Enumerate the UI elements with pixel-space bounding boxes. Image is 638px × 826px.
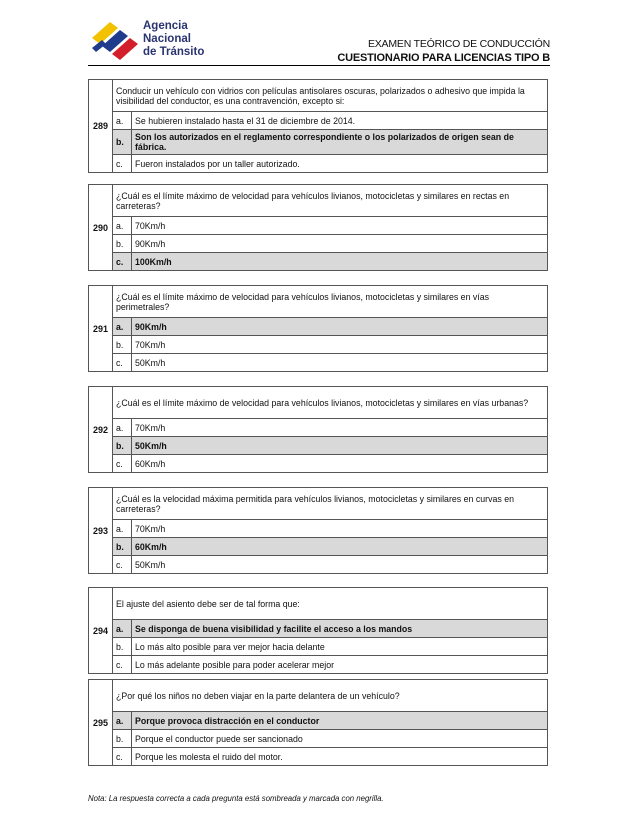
correct-answer-row: [89, 712, 548, 730]
answer-letter: a.: [113, 112, 132, 130]
question-number: 292: [89, 387, 113, 473]
answer-row: [89, 336, 548, 354]
answer-letter: c.: [113, 656, 132, 674]
answer-row: [89, 112, 548, 130]
answer-text: 60Km/h: [132, 538, 548, 556]
answer-letter: c.: [113, 748, 132, 766]
answer-text: 100Km/h: [132, 253, 548, 271]
correct-answer-row: [89, 130, 548, 155]
answer-row: [89, 354, 548, 372]
question-text: Conducir un vehículo con vidrios con películas antisolares oscuras, polarizados o adhesivo que impida la visibilidad del conductor, es una contravención, excepto si:: [113, 80, 548, 112]
question-block: [88, 285, 548, 372]
correct-answer-row: [89, 253, 548, 271]
answer-text: 70Km/h: [132, 520, 548, 538]
answer-row: [89, 556, 548, 574]
answer-text: 50Km/h: [132, 437, 548, 455]
exam-subtitle: CUESTIONARIO PARA LICENCIAS TIPO B: [337, 52, 550, 64]
answer-text: Fueron instalados por un taller autorizado.: [132, 155, 548, 173]
answer-row: [89, 455, 548, 473]
org-name-line1: Agencia: [143, 20, 188, 32]
question-text: ¿Por qué los niños no deben viajar en la parte delantera de un vehículo?: [113, 680, 548, 712]
answer-row: [89, 419, 548, 437]
answer-row: [89, 217, 548, 235]
question-text: El ajuste del asiento debe ser de tal forma que:: [113, 588, 548, 620]
answer-row: [89, 520, 548, 538]
answer-text: Porque provoca distracción en el conductor: [132, 712, 548, 730]
header-divider: [88, 65, 550, 66]
question-number: 291: [89, 286, 113, 372]
answer-letter: a.: [113, 419, 132, 437]
question-number: 289: [89, 80, 113, 173]
footer-note: Nota: La respuesta correcta a cada pregunta está sombreada y marcada con negrilla.: [88, 794, 384, 803]
answer-text: 70Km/h: [132, 217, 548, 235]
agency-logo-icon: [88, 18, 140, 66]
exam-title: EXAMEN TEÓRICO DE CONDUCCIÓN: [367, 38, 550, 50]
agency-logo: [88, 18, 208, 66]
answer-letter: a.: [113, 712, 132, 730]
question-text: ¿Cuál es el límite máximo de velocidad para vehículos livianos, motocicletas y similares en vías perimetrales?: [113, 286, 548, 318]
question-block: [88, 587, 548, 674]
question-text: ¿Cuál es el límite máximo de velocidad para vehículos livianos, motocicletas y similares en rectas en carreteras?: [113, 185, 548, 217]
answer-text: 50Km/h: [132, 556, 548, 574]
answer-text: 50Km/h: [132, 354, 548, 372]
answer-text: Porque el conductor puede ser sancionado: [132, 730, 548, 748]
question-block: [88, 487, 548, 574]
answer-letter: b.: [113, 437, 132, 455]
answer-text: Porque les molesta el ruido del motor.: [132, 748, 548, 766]
answer-letter: a.: [113, 217, 132, 235]
answer-letter: c.: [113, 253, 132, 271]
answer-text: Son los autorizados en el reglamento correspondiente o los polarizados de origen sean de fábrica.: [132, 130, 548, 155]
answer-row: [89, 638, 548, 656]
org-name-line3: de Tránsito: [143, 46, 205, 58]
answer-text: Se disponga de buena visibilidad y facilite el acceso a los mandos: [132, 620, 548, 638]
question-block: [88, 386, 548, 473]
answer-letter: a.: [113, 318, 132, 336]
question-text: ¿Cuál es el límite máximo de velocidad para vehículos livianos, motocicletas y similares en vías urbanas?: [113, 387, 548, 419]
question-block: [88, 79, 548, 173]
answer-letter: a.: [113, 520, 132, 538]
correct-answer-row: [89, 318, 548, 336]
answer-row: [89, 155, 548, 173]
correct-answer-row: [89, 620, 548, 638]
answer-text: Se hubieren instalado hasta el 31 de diciembre de 2014.: [132, 112, 548, 130]
answer-letter: c.: [113, 556, 132, 574]
answer-row: [89, 748, 548, 766]
correct-answer-row: [89, 538, 548, 556]
answer-text: 60Km/h: [132, 455, 548, 473]
answer-letter: c.: [113, 155, 132, 173]
question-text: ¿Cuál es la velocidad máxima permitida para vehículos livianos, motocicletas y similares en curvas en carreteras?: [113, 488, 548, 520]
answer-text: Lo más alto posible para ver mejor hacia delante: [132, 638, 548, 656]
answer-letter: b.: [113, 130, 132, 155]
answer-letter: b.: [113, 235, 132, 253]
answer-letter: c.: [113, 354, 132, 372]
answer-row: [89, 656, 548, 674]
question-number: 293: [89, 488, 113, 574]
org-name-line2: Nacional: [143, 33, 191, 45]
answer-text: 90Km/h: [132, 318, 548, 336]
question-number: 290: [89, 185, 113, 271]
question-block: [88, 679, 548, 766]
question-block: [88, 184, 548, 271]
answer-letter: b.: [113, 538, 132, 556]
answer-text: Lo más adelante posible para poder acelerar mejor: [132, 656, 548, 674]
answer-letter: a.: [113, 620, 132, 638]
answer-text: 70Km/h: [132, 419, 548, 437]
question-number: 294: [89, 588, 113, 674]
answer-row: [89, 730, 548, 748]
answer-letter: b.: [113, 638, 132, 656]
answer-letter: b.: [113, 730, 132, 748]
answer-text: 90Km/h: [132, 235, 548, 253]
question-number: 295: [89, 680, 113, 766]
answer-text: 70Km/h: [132, 336, 548, 354]
answer-letter: b.: [113, 336, 132, 354]
answer-letter: c.: [113, 455, 132, 473]
answer-row: [89, 235, 548, 253]
correct-answer-row: [89, 437, 548, 455]
